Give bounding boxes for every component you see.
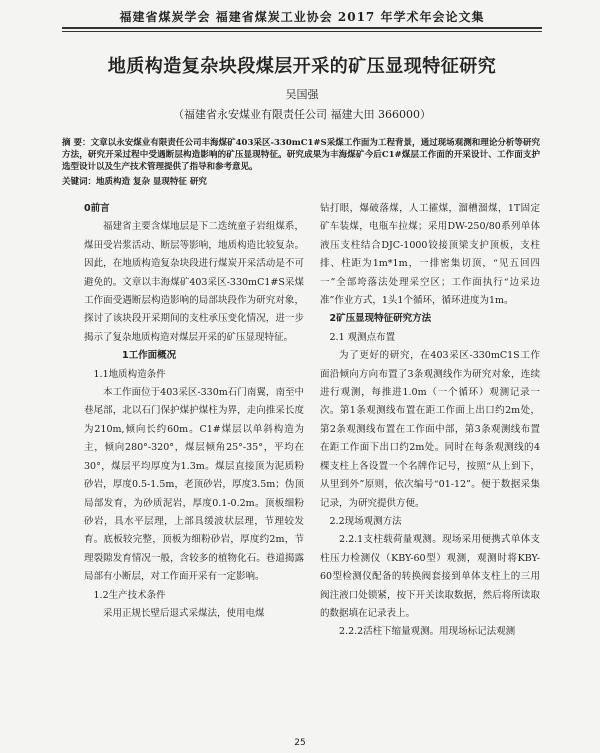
section-heading-2: 2矿压显现特征研究方法: [329, 313, 432, 325]
subsection-heading-1-1: 1.1地质构造条件: [93, 368, 166, 380]
section-heading-intro: 0前言: [84, 203, 110, 214]
keywords-label: 关键词：: [62, 177, 97, 187]
paragraph-2-2-1: 2.2.1支柱载荷量观测。现场采用便携式单体支柱压力检测仪（KBY-60型）观测，观测时将KBY-60型检测仪配备的转换阀套接到单体支柱上的三用阀注液口处锁紧，按下开关读取数据，然后将所读取的数据填在记录表上。: [320, 534, 540, 619]
right-column: [320, 200, 540, 642]
page-number: 25: [294, 738, 306, 748]
paragraph-2-1: 为了更好的研究，在403采区-330mC1S工作面沿倾向方向布置了3条观测线作为研究对象，连续进行观测，每推进1.0m（一个循环）观测记录一次。第1条观测线布置在距工作面上出口约2m处，第2条观测线布置在工作面中部，第3条观测线布置在距工作面下出口约2m处。同时在每条观测线的4棵支柱上各设置一个名牌作记号，按照“从上到下，从里到外”原则，依次编号“01-12”。便于数据采集记录，为研究提供方便。: [320, 350, 540, 509]
paragraph-1-2: 采用正规长壁后退式采煤法，使用电煤: [103, 607, 265, 619]
section-heading-1: 1工作面概况: [122, 350, 177, 362]
paragraph-1-2-continued: 钻打眼，爆破落煤，人工攉煤，溜槽溜煤，1T固定矿车装煤，电瓶车拉煤；采用DW-250/80系列单体液压支柱结合DJC-1000铰接顶梁支护顶板，支柱排、柱距为1m*1m，一排密集切顶，“见五回四一”全部垮落法处理采空区；工作面执行“边采边准”作业方式，1头1个循环，循环进度为1m。: [320, 203, 540, 307]
subsection-heading-1-2: 1.2生产技术条件: [93, 589, 166, 601]
keywords-text: 地质构造 复杂 显现特征 研究: [96, 177, 207, 187]
affiliation: （福建省永安煤业有限责任公司 福建大田 366000）: [173, 108, 431, 121]
header-rule-thick: [62, 27, 542, 29]
running-header: 福建省煤炭学会 福建省煤炭工业协会 2017 年学术年会论文集: [119, 10, 485, 24]
subsection-heading-2-2: 2.2现场观测方法: [329, 515, 402, 527]
left-column: [84, 200, 304, 623]
paper-title: 地质构造复杂块段煤层开采的矿压显现特征研究: [107, 56, 497, 77]
author: 吴国强: [285, 88, 319, 101]
paragraph-2-2-2: 2.2.2活柱下缩量观测。用现场标记法观测: [339, 626, 516, 638]
abstract-label: 摘 要：: [62, 138, 91, 148]
header-rule-thin: [62, 31, 542, 32]
abstract-text: 文章以永安煤业有限责任公司丰海煤矿403采区-330mC1#S采煤工作面为工程背景，通过现场观测和理论分析等研究方法，研究开采过程中受遇断层构造影响的矿压显现特征。研究成果为丰海煤矿今后C1#煤层工作面的开采设计、工作面支护选型设计以及生产技术管理提供了指导和参考意见。: [62, 138, 540, 172]
paragraph-1-1: 本工作面位于403采区-330m石门南翼，南至中巷尾部，北以石门保护煤护煤柱为界，走向推采长度为210m,倾向长约60m。C1#煤层以单斜构造为主，倾向280°-320°，煤层倾角25°-35°，平均在30°，煤层平均厚度为1.3m。煤层直接顶为泥质粉砂岩，厚度0.5-1.5m，老顶砂岩，厚度3.5m；伪顶局部发育，为砂质泥岩，厚度0.1-0.2m。顶板细粉砂岩，具水平层理，上部具缓波状层理，节理较发育。底板较完整，顶板为细粉砂岩，厚度约2m，节理裂隙发育情况一般，含较多的植物化石。巷道揭露局部有小断层，对工作面开采有一定影响。: [84, 387, 304, 583]
keywords: [62, 176, 540, 188]
subsection-heading-2-1: 2.1 观测点布置: [329, 331, 396, 343]
paragraph-intro: 福建省主要含煤地层是下二迭统童子岩组煤系，煤田受岩浆活动、断层等影响，地质构造比较复杂。因此，在地质构造复杂块段进行煤炭开采活动是不可避免的。文章以丰海煤矿403采区-330mC1#S采煤工作面受遇断层构造影响的局部块段作为研究对象，探讨了该块段开采期间的支柱承压变化情况，进一步揭示了复杂地质构造对煤层开采的矿压显现特征。: [84, 221, 304, 343]
abstract: [62, 137, 540, 173]
